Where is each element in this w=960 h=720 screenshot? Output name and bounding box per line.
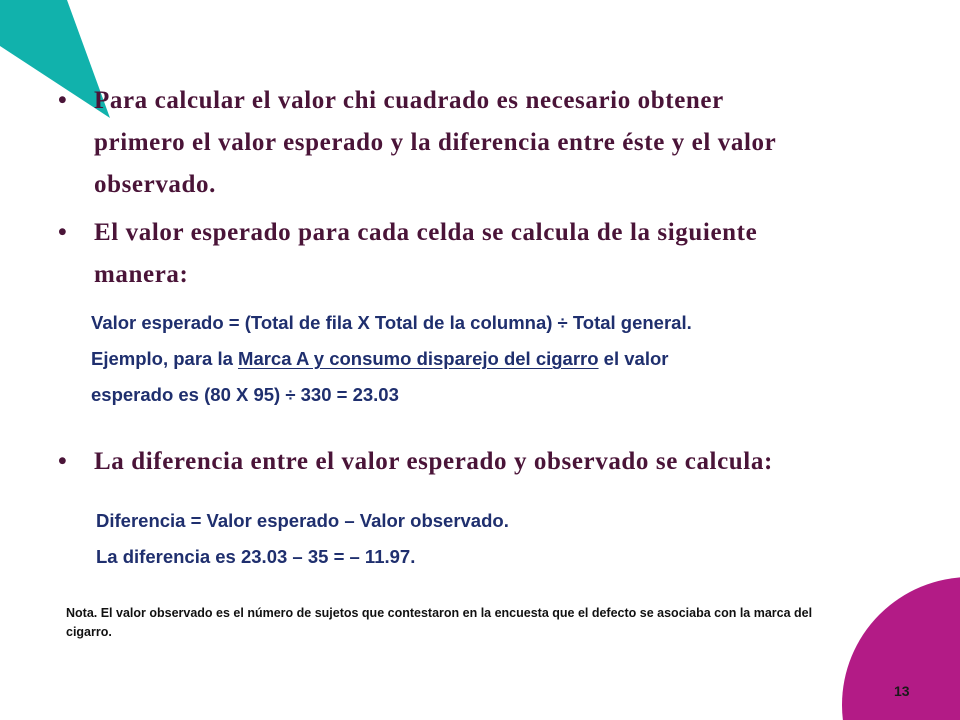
bullet-item-expected-value <box>58 212 757 296</box>
example-line <box>91 348 668 370</box>
bullet-text: La diferencia entre el valor esperado y observado se calcula: <box>94 448 773 475</box>
expected-value-formula: Valor esperado = (Total de fila X Total de la columna) ÷ Total general. <box>91 312 692 333</box>
example-result-line: esperado es (80 X 95) ÷ 330 = 23.03 <box>91 384 399 405</box>
difference-formula: Diferencia = Valor esperado – Valor observado. <box>96 510 509 531</box>
bullet-text: Para calcular el valor chi cuadrado es necesario obtener primero el valor esperado y la diferencia entre éste y el valor observado. <box>94 87 777 198</box>
bullet-text: El valor esperado para cada celda se calcula de la siguiente manera: <box>94 219 758 288</box>
difference-result: La diferencia es 23.03 – 35 = – 11.97. <box>96 546 416 567</box>
bullet-item-chi-square-intro <box>58 80 776 206</box>
bullet-marker: • <box>58 448 68 475</box>
bullet-item-difference <box>58 441 773 483</box>
footnote: Nota. El valor observado es el número de sujetos que contestaron en la encuesta que el defecto se asociaba con la marca del cigarro. <box>66 606 813 639</box>
example-prefix: Ejemplo, para la <box>91 348 239 369</box>
bullet-marker: • <box>58 219 68 246</box>
bullet-marker: • <box>58 87 68 114</box>
page-number: 13 <box>894 683 910 699</box>
example-link[interactable]: Marca A y consumo disparejo del cigarro <box>238 348 599 369</box>
example-suffix: el valor <box>598 348 669 369</box>
